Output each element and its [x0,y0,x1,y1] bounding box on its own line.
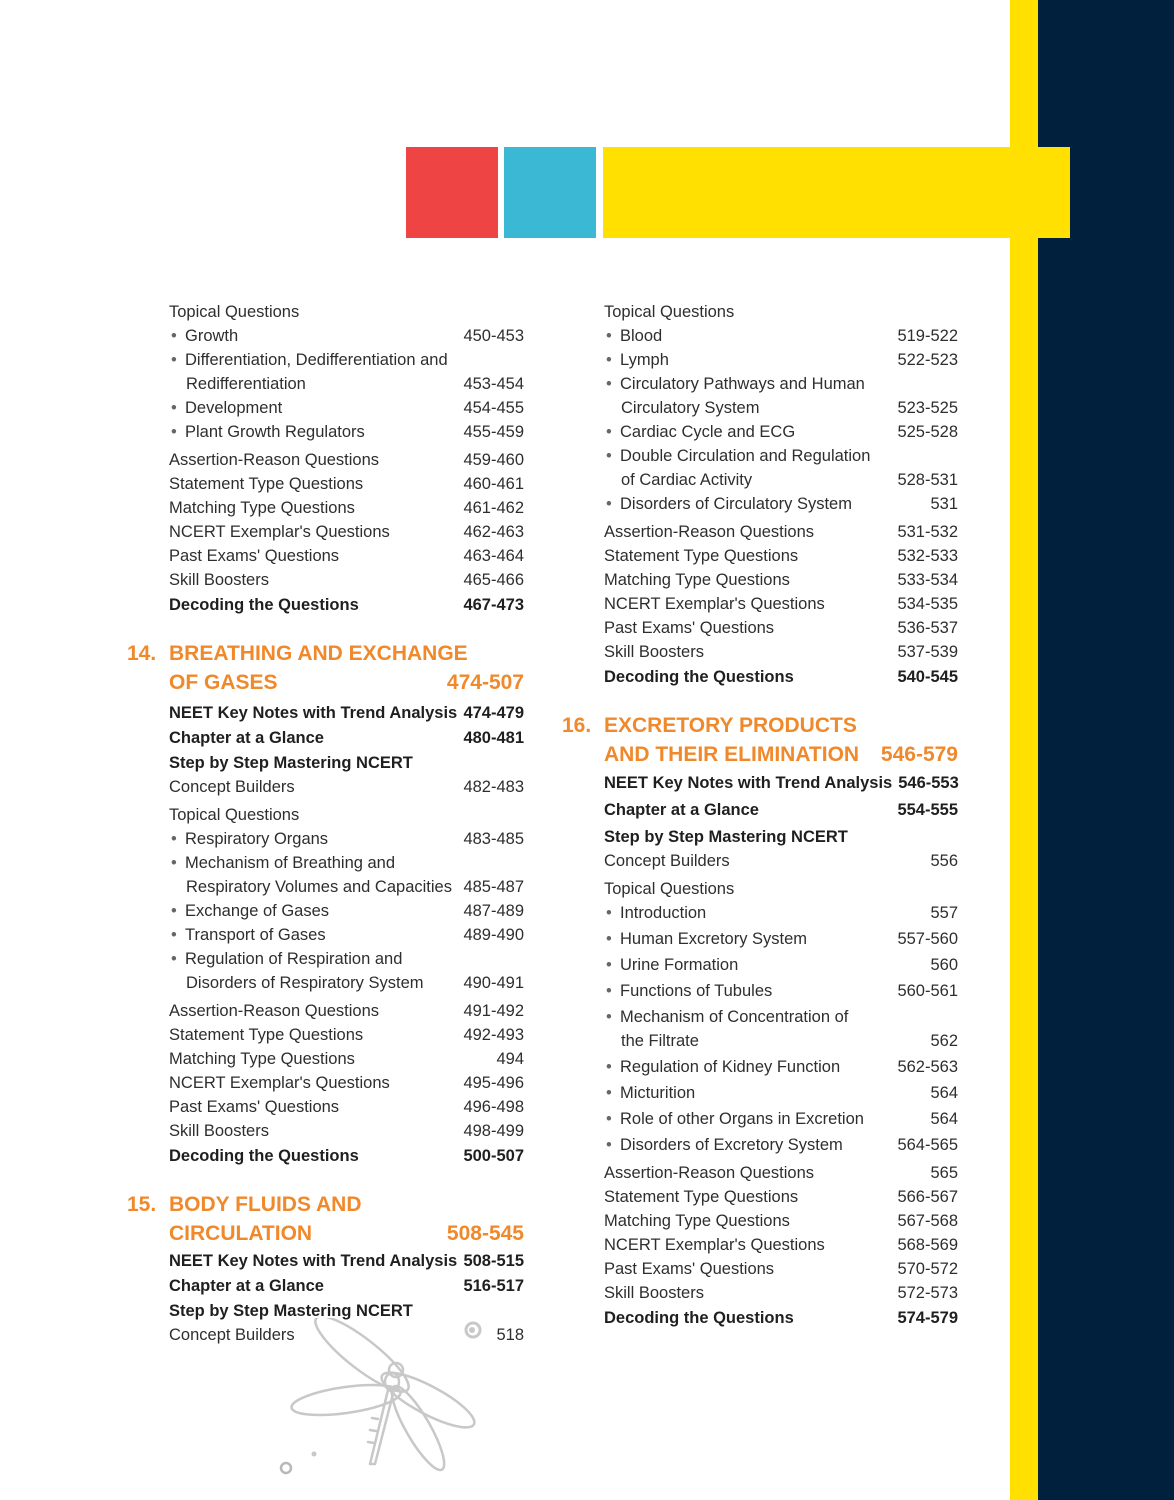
toc-entry[interactable]: Step by Step Mastering NCERT [169,754,413,772]
toc-list [604,324,958,516]
toc-bullet-entry[interactable]: • Differentiation, Dedifferentiation and Redifferentiation 453-454 [169,348,524,396]
toc-entry[interactable]: NEET Key Notes with Trend Analysis 546-553 [604,774,959,792]
toc-entry-decoding[interactable]: Decoding the Questions 467-473 [169,596,524,614]
dragonfly-illustration [278,1318,478,1478]
toc-entry[interactable]: Concept Builders 482-483 [169,778,524,796]
toc-bullet-entry[interactable]: • Blood 519-522 [604,324,958,348]
toc-entry[interactable]: Chapter at a Glance 554-555 [604,801,958,819]
section-heading: Topical Questions [169,806,300,824]
toc-bullet-entry[interactable]: • Role of other Organs in Excretion 564 [604,1107,958,1131]
toc-entry[interactable]: Skill Boosters 465-466 [169,571,524,589]
toc-entry[interactable]: Chapter at a Glance 516-517 [169,1277,524,1295]
toc-bullet-entry[interactable]: • Disorders of Circulatory System 531 [604,492,958,516]
toc-entry[interactable]: Statement Type Questions 460-461 [169,475,524,493]
toc-entry-decoding[interactable]: Decoding the Questions 540-545 [604,668,958,686]
chapter-14-heading[interactable]: 14. BREATHING AND EXCHANGE OF GASES 474-507 [127,642,524,694]
toc-entry[interactable]: Matching Type Questions 461-462 [169,499,524,517]
red-header-block [406,147,498,238]
toc-entry[interactable]: Past Exams' Questions 463-464 [169,547,524,565]
toc-entry[interactable]: Past Exams' Questions 536-537 [604,619,958,637]
toc-list [604,520,958,664]
toc-list [169,324,524,444]
toc-bullet-entry[interactable]: • Human Excretory System 557-560 [604,927,958,951]
chapter-15-heading[interactable]: 15. BODY FLUIDS AND CIRCULATION 508-545 [127,1193,524,1245]
toc-bullet-entry[interactable]: • Mechanism of Breathing and Respiratory Volumes and Capacities 485-487 [169,851,524,899]
toc-bullet-entry[interactable]: • Development 454-455 [169,396,524,420]
toc-bullet-entry[interactable]: • Disorders of Excretory System 564-565 [604,1133,958,1157]
toc-list [169,701,524,775]
toc-right-column [562,300,959,1330]
section-heading: Topical Questions [604,880,735,898]
toc-bullet-entry[interactable]: • Regulation of Kidney Function 562-563 [604,1055,958,1079]
toc-bullet-entry[interactable]: • Plant Growth Regulators 455-459 [169,420,524,444]
toc-list [169,827,524,995]
toc-list [604,771,958,849]
toc-entry[interactable]: Assertion-Reason Questions 531-532 [604,523,958,541]
toc-entry[interactable]: Step by Step Mastering NCERT [604,828,848,846]
toc-entry[interactable]: Chapter at a Glance 480-481 [169,729,524,747]
toc-list [604,1161,958,1305]
toc-bullet-entry[interactable]: • Micturition 564 [604,1081,958,1105]
toc-entry[interactable]: Step by Step Mastering NCERT [169,1302,413,1320]
section-heading: Topical Questions [604,303,735,321]
blue-header-block [504,147,596,238]
toc-bullet-entry[interactable]: • Cardiac Cycle and ECG 525-528 [604,420,958,444]
toc-entry[interactable]: Past Exams' Questions 570-572 [604,1260,958,1278]
ring-dot-icon [463,1320,483,1340]
toc-entry[interactable]: NCERT Exemplar's Questions 568-569 [604,1236,958,1254]
toc-entry[interactable]: NCERT Exemplar's Questions 462-463 [169,523,524,541]
toc-entry[interactable]: Statement Type Questions 532-533 [604,547,958,565]
toc-entry-decoding[interactable]: Decoding the Questions 574-579 [604,1309,958,1327]
toc-entry[interactable]: Assertion-Reason Questions 459-460 [169,451,524,469]
toc-bullet-entry[interactable]: • Urine Formation 560 [604,953,958,977]
toc-entry[interactable]: Skill Boosters 537-539 [604,643,958,661]
toc-entry-decoding[interactable]: Decoding the Questions 500-507 [169,1147,524,1165]
toc-bullet-entry[interactable]: • Functions of Tubules 560-561 [604,979,958,1003]
toc-entry[interactable]: Matching Type Questions 494 [169,1050,524,1068]
yellow-header-block [603,147,1070,238]
toc-bullet-entry[interactable]: • Introduction 557 [604,901,958,925]
toc-entry[interactable]: Concept Builders 556 [604,852,958,870]
toc-entry[interactable]: NEET Key Notes with Trend Analysis 508-515 [169,1252,524,1270]
toc-list [169,999,524,1143]
toc-entry[interactable]: Statement Type Questions 566-567 [604,1188,958,1206]
toc-bullet-entry[interactable]: • Transport of Gases 489-490 [169,923,524,947]
toc-list [604,901,958,1157]
toc-entry[interactable]: Statement Type Questions 492-493 [169,1026,524,1044]
toc-entry[interactable]: Skill Boosters 498-499 [169,1122,524,1140]
toc-entry[interactable]: NCERT Exemplar's Questions 495-496 [169,1074,524,1092]
toc-bullet-entry[interactable]: • Double Circulation and Regulation of Cardiac Activity 528-531 [604,444,958,492]
toc-entry[interactable]: Skill Boosters 572-573 [604,1284,958,1302]
chapter-16-heading[interactable]: 16. EXCRETORY PRODUCTS AND THEIR ELIMINATION 546-579 [562,714,958,766]
toc-bullet-entry[interactable]: • Lymph 522-523 [604,348,958,372]
section-heading: Topical Questions [169,303,300,321]
toc-list [169,1249,524,1323]
toc-bullet-entry[interactable]: • Mechanism of Concentration of the Filtrate 562 [604,1005,958,1053]
toc-list [169,448,524,592]
toc-bullet-entry[interactable]: • Growth 450-453 [169,324,524,348]
toc-entry[interactable]: Matching Type Questions 533-534 [604,571,958,589]
toc-bullet-entry[interactable]: • Regulation of Respiration and Disorders of Respiratory System 490-491 [169,947,524,995]
toc-entry[interactable]: Matching Type Questions 567-568 [604,1212,958,1230]
toc-entry[interactable]: Concept Builders 518 [169,1326,524,1344]
toc-entry[interactable]: Assertion-Reason Questions 491-492 [169,1002,524,1020]
toc-left-column [127,300,524,1347]
toc-bullet-entry[interactable]: • Respiratory Organs 483-485 [169,827,524,851]
toc-entry[interactable]: NEET Key Notes with Trend Analysis 474-479 [169,704,524,722]
toc-entry[interactable]: NCERT Exemplar's Questions 534-535 [604,595,958,613]
toc-bullet-entry[interactable]: • Exchange of Gases 487-489 [169,899,524,923]
toc-entry[interactable]: Assertion-Reason Questions 565 [604,1164,958,1182]
toc-entry[interactable]: Past Exams' Questions 496-498 [169,1098,524,1116]
toc-bullet-entry[interactable]: • Circulatory Pathways and Human Circulatory System 523-525 [604,372,958,420]
